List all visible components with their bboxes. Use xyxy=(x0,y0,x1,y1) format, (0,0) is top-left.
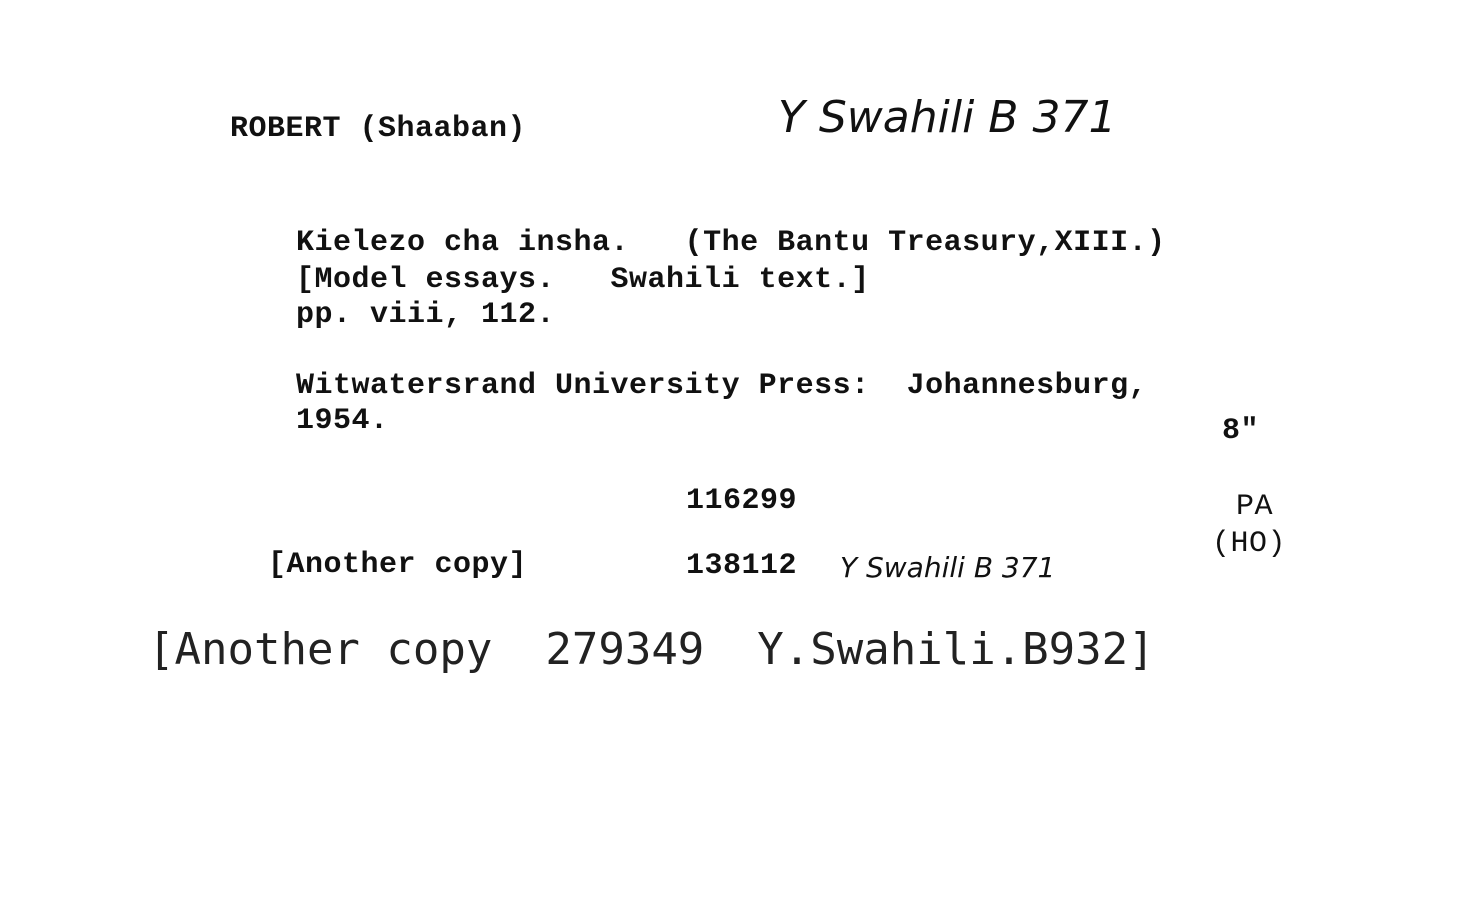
location-subcode: (HO) xyxy=(1212,527,1287,561)
location-code: PA xyxy=(1236,490,1274,524)
handwritten-shelfmark-2: Y Swahili B 371 xyxy=(840,551,1056,584)
handwritten-shelfmark: Y Swahili B 371 xyxy=(778,92,1117,143)
added-copy-line: [Another copy 279349 Y.Swahili.B932] xyxy=(148,624,1155,675)
accession-number: 116299 xyxy=(686,484,798,518)
imprint-year: 1954. xyxy=(296,404,389,438)
another-copy-label: [Another copy] xyxy=(268,548,528,582)
author-heading: ROBERT (Shaaban) xyxy=(230,112,527,146)
pagination-line: pp. viii, 112. xyxy=(296,298,556,332)
size-note: 8" xyxy=(1222,414,1260,448)
accession-number-2: 138112 xyxy=(686,549,798,583)
note-line: [Model essays. Swahili text.] xyxy=(296,263,870,297)
title-line: Kielezo cha insha. (The Bantu Treasury,XIII.) xyxy=(296,226,1166,260)
imprint-line: Witwatersrand University Press: Johannesburg, xyxy=(296,369,1148,403)
